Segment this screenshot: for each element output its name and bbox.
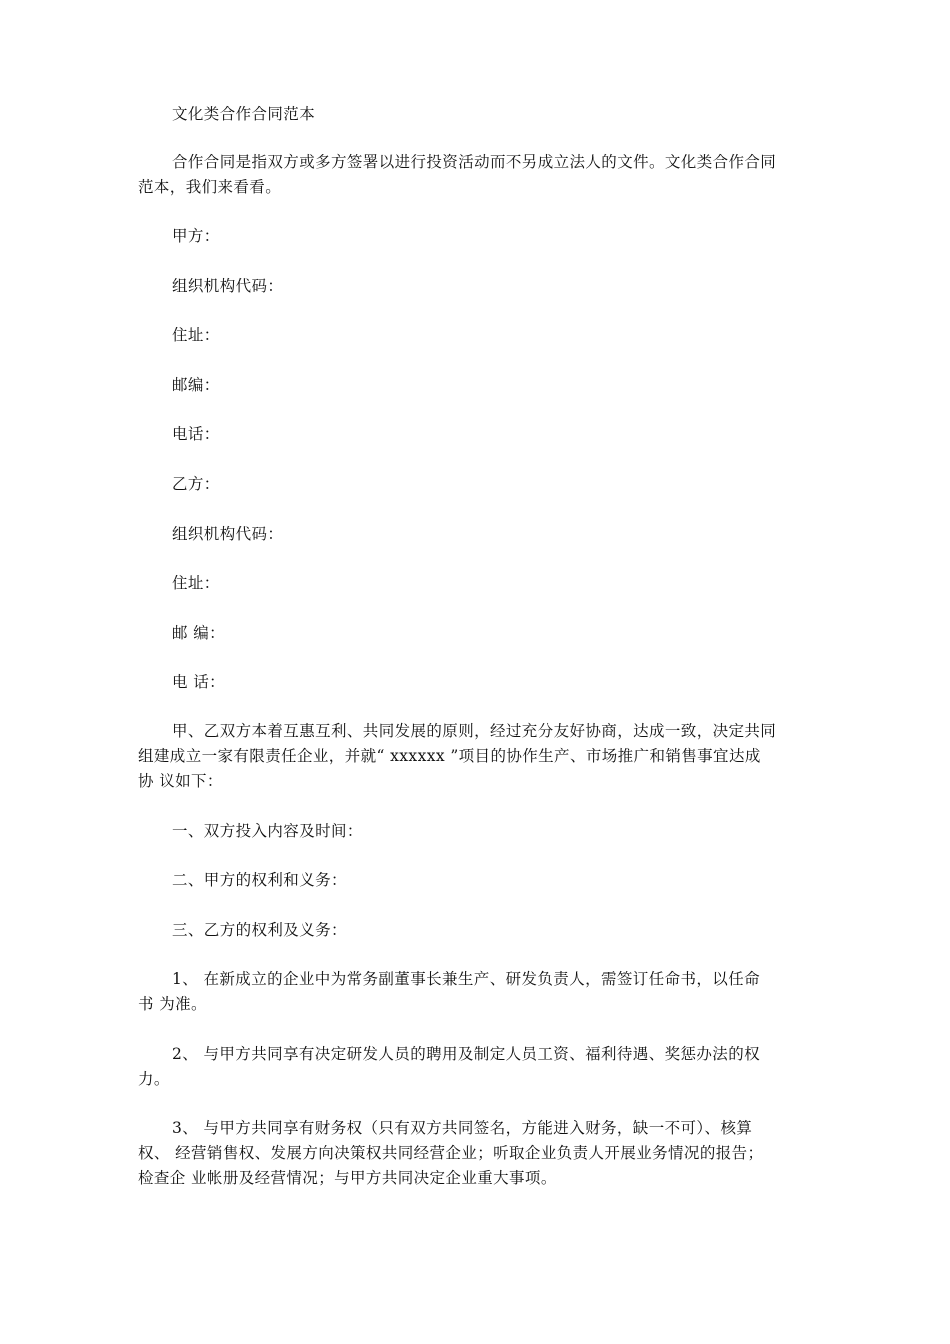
item-1-line-1: 1、 在新成立的企业中为常务副董事长兼生产、研发负责人，需签订任命书，以任命: [172, 970, 760, 988]
party-b-address-label: 住址：: [172, 574, 220, 592]
party-b-name-label: 乙方：: [172, 475, 220, 493]
party-a-name-label: 甲方：: [172, 227, 220, 245]
section-1-heading: 一、双方投入内容及时间：: [172, 822, 363, 840]
item-1-line-2: 书 为准。: [138, 995, 207, 1013]
agreement-line-2: 组建成立一家有限责任企业，并就“ xxxxxx ”项目的协作生产、市场推广和销售事宜达成: [138, 747, 761, 765]
intro-line-2: 范本，我们来看看。: [138, 178, 282, 196]
item-3-line-3: 检查企 业帐册及经营情况；与甲方共同决定企业重大事项。: [138, 1169, 557, 1187]
party-a-org-code-label: 组织机构代码：: [172, 277, 284, 295]
agreement-line-3: 协 议如下：: [138, 772, 223, 790]
item-2-line-1: 2、 与甲方共同享有决定研发人员的聘用及制定人员工资、福利待遇、奖惩办法的权: [172, 1045, 760, 1063]
section-2-heading: 二、甲方的权利和义务：: [172, 871, 347, 889]
party-b-org-code-label: 组织机构代码：: [172, 525, 284, 543]
item-3-line-2: 权、 经营销售权、发展方向决策权共同经营企业；听取企业负责人开展业务情况的报告；: [138, 1144, 764, 1162]
party-a-phone-label: 电话：: [172, 425, 220, 443]
document-title: 文化类合作合同范本: [172, 105, 316, 123]
item-2-line-2: 力。: [138, 1070, 170, 1088]
item-3-line-1: 3、 与甲方共同享有财务权（只有双方共同签名，方能进入财务，缺一不可）、核算: [172, 1119, 753, 1137]
party-a-postcode-label: 邮编：: [172, 376, 220, 394]
party-b-phone-label: 电 话：: [172, 673, 226, 691]
section-3-heading: 三、乙方的权利及义务：: [172, 921, 347, 939]
agreement-line-1: 甲、乙双方本着互惠互利、共同发展的原则，经过充分友好协商，达成一致，决定共同: [172, 722, 777, 740]
party-a-address-label: 住址：: [172, 326, 220, 344]
intro-line-1: 合作合同是指双方或多方签署以进行投资活动而不另成立法人的文件。文化类合作合同: [172, 153, 777, 171]
party-b-postcode-label: 邮 编：: [172, 624, 226, 642]
